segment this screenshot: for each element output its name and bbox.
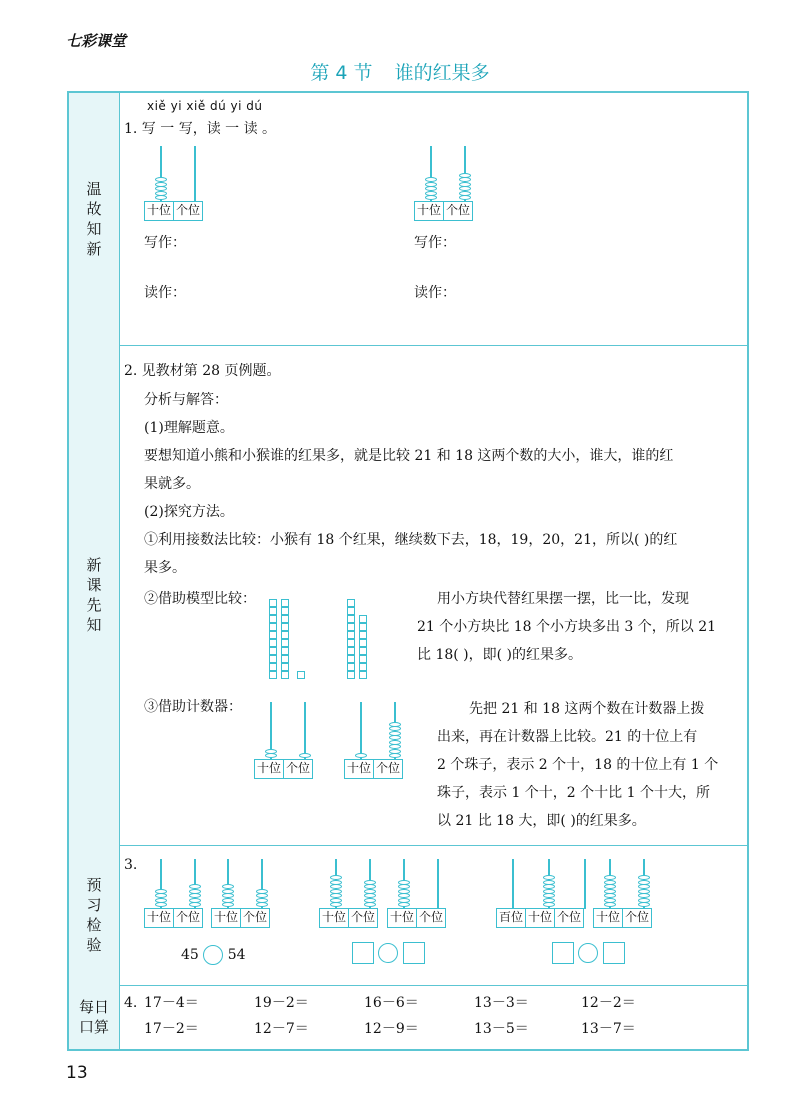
unit-cube xyxy=(297,671,305,679)
page-title xyxy=(0,58,800,85)
q2-method1b: 果多。 xyxy=(144,560,186,576)
brand-logo: 七彩课堂 xyxy=(66,32,127,50)
abacus-bead xyxy=(330,884,342,889)
abacus-bead xyxy=(330,902,342,907)
unit-cube xyxy=(281,639,289,647)
place-tens: 十位 xyxy=(596,910,621,924)
q2-method3-text5: 以 21 比 18 大，即( )的红果多。 xyxy=(437,813,646,829)
abacus-bead xyxy=(155,889,167,894)
unit-cube xyxy=(347,639,355,647)
abacus-bead xyxy=(638,898,650,903)
abacus-bead xyxy=(189,889,201,894)
abacus-bead xyxy=(543,884,555,889)
abacus-bead xyxy=(256,898,268,903)
abacus-q1-b xyxy=(414,146,486,221)
math-2-5: 13－7＝ xyxy=(581,1021,636,1037)
unit-cube xyxy=(269,631,277,639)
abacus-bead xyxy=(398,884,410,889)
unit-cube xyxy=(269,671,277,679)
abacus-bead xyxy=(459,182,471,187)
cubes-21 xyxy=(269,583,339,683)
math-1-1: 17－4＝ xyxy=(144,995,199,1011)
q2-method1a: ①利用接数法比较：小猴有 18 个红果，继续数下去，18，19，20，21，所以( )的红 xyxy=(144,532,678,548)
place-ones: 个位 xyxy=(416,909,445,927)
abacus-bead xyxy=(265,749,277,754)
block-model xyxy=(269,583,399,683)
place-tens: 十位 xyxy=(322,910,347,924)
math-1-2: 19－2＝ xyxy=(254,995,309,1011)
math-2-3: 12－9＝ xyxy=(364,1021,419,1037)
abacus-bead xyxy=(189,893,201,898)
abacus-bead xyxy=(389,740,401,745)
unit-cube xyxy=(281,631,289,639)
abacus-bead xyxy=(638,902,650,907)
unit-cube xyxy=(269,607,277,615)
unit-cube xyxy=(359,671,367,679)
unit-cube xyxy=(281,623,289,631)
math-2-2: 12－7＝ xyxy=(254,1021,309,1037)
abacus-bead xyxy=(543,902,555,907)
q2-method2-text1: 用小方块代替红果摆一摆，比一比，发现 xyxy=(437,591,689,607)
abacus-bead xyxy=(459,177,471,182)
q3-right-number: 54 xyxy=(227,947,246,963)
math-1-4: 13－3＝ xyxy=(474,995,529,1011)
abacus-bead xyxy=(459,191,471,196)
unit-cube xyxy=(347,599,355,607)
place-tens: 十位 xyxy=(147,203,172,217)
abacus-bead xyxy=(604,880,616,885)
unit-cube xyxy=(359,631,367,639)
abacus-bead xyxy=(543,875,555,880)
read-label-a: 读作： xyxy=(144,285,186,301)
abacus-bead xyxy=(222,898,234,903)
abacus-bead xyxy=(425,195,437,200)
math-1-3: 16－6＝ xyxy=(364,995,419,1011)
abacus-bead xyxy=(389,735,401,740)
abacus-bead xyxy=(330,898,342,903)
place-ones: 个位 xyxy=(554,909,583,927)
abacus-bead xyxy=(256,893,268,898)
abacus-bead xyxy=(459,195,471,200)
section-new-lesson xyxy=(69,345,747,846)
abacus-bead xyxy=(604,898,616,903)
unit-cube xyxy=(347,623,355,631)
abacus-bead xyxy=(364,884,376,889)
q1-pinyin: xiě yi xiě dú yi dú xyxy=(147,99,263,113)
abacus-bead xyxy=(265,753,277,758)
place-ones: 个位 xyxy=(283,760,312,778)
section-number: 第 4 节 xyxy=(310,62,373,84)
abacus-bead xyxy=(604,875,616,880)
abacus-bead xyxy=(638,875,650,880)
cubes-18 xyxy=(347,583,387,683)
q3-number: 3. xyxy=(124,857,138,873)
abacus-bead xyxy=(389,726,401,731)
unit-cube xyxy=(281,655,289,663)
section-review xyxy=(69,93,747,346)
section-label-new: 新课先知 xyxy=(86,556,102,634)
place-hundreds: 百位 xyxy=(499,910,524,924)
abacus-q3-6 xyxy=(593,859,665,934)
abacus-bead xyxy=(189,898,201,903)
abacus-bead xyxy=(189,884,201,889)
q2-step2: (2)探究方法。 xyxy=(144,504,234,520)
abacus-bead xyxy=(330,880,342,885)
abacus-bead xyxy=(543,880,555,885)
q2-analysis: 分析与解答： xyxy=(144,392,228,408)
unit-cube xyxy=(281,647,289,655)
unit-cube xyxy=(269,615,277,623)
unit-cube xyxy=(269,663,277,671)
abacus-q3-4 xyxy=(387,859,459,934)
unit-cube xyxy=(359,639,367,647)
unit-cube xyxy=(359,655,367,663)
unit-cube xyxy=(359,647,367,655)
compare-circle[interactable] xyxy=(578,943,598,963)
q3-compare-b xyxy=(352,942,425,964)
unit-cube xyxy=(269,599,277,607)
unit-cube xyxy=(359,623,367,631)
abacus-bead xyxy=(155,182,167,187)
q2-para1b: 果就多。 xyxy=(144,476,200,492)
unit-cube xyxy=(347,671,355,679)
abacus-bead xyxy=(638,889,650,894)
q3-compare-c xyxy=(552,942,625,964)
abacus-q3-3 xyxy=(319,859,391,934)
unit-cube xyxy=(281,599,289,607)
q2-method3-text3: 2 个珠子，表示 2 个十，18 的十位上有 1 个 xyxy=(437,757,719,773)
q2-method2-text3: 比 18( )，即( )的红果多。 xyxy=(417,647,583,663)
place-ones: 个位 xyxy=(173,202,202,220)
abacus-bead xyxy=(222,893,234,898)
abacus-q3-1 xyxy=(144,859,216,934)
answer-box[interactable] xyxy=(352,942,374,964)
abacus-bead xyxy=(389,753,401,758)
abacus-bead xyxy=(398,902,410,907)
section-label-review: 温故知新 xyxy=(86,180,102,258)
place-ones: 个位 xyxy=(373,760,402,778)
compare-circle[interactable] xyxy=(378,943,398,963)
abacus-q1-a xyxy=(144,146,216,221)
section-label-math: 每日口算 xyxy=(78,998,109,1036)
abacus-bead xyxy=(155,195,167,200)
abacus-bead xyxy=(330,889,342,894)
math-1-5: 12－2＝ xyxy=(581,995,636,1011)
q2-method3-text1: 先把 21 和 18 这两个数在计数器上拨 xyxy=(469,701,705,717)
abacus-bead xyxy=(389,731,401,736)
unit-cube xyxy=(359,663,367,671)
abacus-bead xyxy=(398,880,410,885)
q2-method2: ②借助模型比较： xyxy=(144,591,256,607)
abacus-bead xyxy=(459,173,471,178)
abacus-bead xyxy=(155,893,167,898)
unit-cube xyxy=(347,655,355,663)
unit-cube xyxy=(359,615,367,623)
abacus-bead xyxy=(398,893,410,898)
unit-cube xyxy=(347,663,355,671)
abacus-bead xyxy=(155,186,167,191)
worksheet-frame xyxy=(67,91,749,1051)
abacus-bead xyxy=(425,191,437,196)
abacus-bead xyxy=(364,893,376,898)
place-tens: 十位 xyxy=(147,910,172,924)
abacus-bead xyxy=(604,893,616,898)
unit-cube xyxy=(347,647,355,655)
unit-cube xyxy=(347,615,355,623)
place-tens: 十位 xyxy=(525,909,554,927)
abacus-bead xyxy=(543,889,555,894)
abacus-bead xyxy=(638,893,650,898)
abacus-q3-2 xyxy=(211,859,283,934)
q3-left-number: 45 xyxy=(181,947,199,963)
q2-title: 2. 见教材第 28 页例题。 xyxy=(124,363,281,379)
write-label-a: 写作： xyxy=(144,235,186,251)
abacus-bead xyxy=(543,893,555,898)
abacus-bead xyxy=(189,902,201,907)
q2-method3-text4: 珠子，表示 1 个十，2 个十比 1 个十大，所 xyxy=(437,785,710,801)
abacus-bead xyxy=(299,753,311,758)
place-tens: 十位 xyxy=(214,910,239,924)
abacus-bead xyxy=(222,902,234,907)
abacus-bead xyxy=(222,889,234,894)
q2-method2-text2: 21 个小方块比 18 个小方块多出 3 个，所以 21 xyxy=(417,619,717,635)
abacus-21 xyxy=(254,702,326,782)
q2-method3: ③借助计数器： xyxy=(144,699,242,715)
abacus-bead xyxy=(604,884,616,889)
abacus-bead xyxy=(222,884,234,889)
unit-cube xyxy=(269,647,277,655)
q2-method3-text2: 出来，再在计数器上比较。21 的十位上有 xyxy=(437,729,698,745)
q4-number: 4. xyxy=(124,995,138,1011)
unit-cube xyxy=(281,671,289,679)
abacus-bead xyxy=(155,177,167,182)
abacus-bead xyxy=(638,880,650,885)
abacus-bead xyxy=(364,898,376,903)
section-label-preview: 预习检验 xyxy=(86,876,102,954)
read-label-b: 读作： xyxy=(414,285,456,301)
answer-box[interactable] xyxy=(552,942,574,964)
abacus-bead xyxy=(355,753,367,758)
unit-cube xyxy=(347,631,355,639)
abacus-bead xyxy=(256,902,268,907)
unit-cube xyxy=(281,607,289,615)
abacus-bead xyxy=(155,902,167,907)
place-ones: 个位 xyxy=(240,909,269,927)
section-preview-check xyxy=(69,845,747,986)
abacus-bead xyxy=(155,898,167,903)
write-label-b: 写作： xyxy=(414,235,456,251)
place-tens: 十位 xyxy=(417,203,442,217)
place-ones: 个位 xyxy=(173,909,202,927)
abacus-bead xyxy=(364,902,376,907)
abacus-bead xyxy=(398,889,410,894)
place-ones: 个位 xyxy=(622,909,651,927)
abacus-bead xyxy=(543,898,555,903)
unit-cube xyxy=(281,615,289,623)
abacus-bead xyxy=(364,880,376,885)
abacus-bead xyxy=(330,893,342,898)
unit-cube xyxy=(281,663,289,671)
abacus-bead xyxy=(425,177,437,182)
section-mental-math xyxy=(69,985,747,1049)
abacus-bead xyxy=(389,722,401,727)
compare-circle[interactable] xyxy=(203,945,223,965)
q1-title: 1. 写 一 写，读 一 读 。 xyxy=(124,121,277,137)
abacus-bead xyxy=(425,182,437,187)
place-tens: 十位 xyxy=(257,761,282,775)
unit-cube xyxy=(269,623,277,631)
abacus-bead xyxy=(604,889,616,894)
q2-step1: (1)理解题意。 xyxy=(144,420,234,436)
abacus-bead xyxy=(389,749,401,754)
abacus-bead xyxy=(330,875,342,880)
abacus-bead xyxy=(389,744,401,749)
abacus-bead xyxy=(364,889,376,894)
answer-box[interactable] xyxy=(603,942,625,964)
place-ones: 个位 xyxy=(443,202,472,220)
abacus-bead xyxy=(155,191,167,196)
abacus-18 xyxy=(344,702,416,782)
place-tens: 十位 xyxy=(347,761,372,775)
abacus-bead xyxy=(425,186,437,191)
section-title: 谁的红果多 xyxy=(394,62,490,84)
q3-compare-a xyxy=(181,945,246,965)
unit-cube xyxy=(269,639,277,647)
abacus-bead xyxy=(459,186,471,191)
page-number: 13 xyxy=(66,1063,88,1083)
abacus-q3-5 xyxy=(496,859,606,934)
abacus-bead xyxy=(256,889,268,894)
place-ones: 个位 xyxy=(348,909,377,927)
abacus-bead xyxy=(638,884,650,889)
answer-box[interactable] xyxy=(403,942,425,964)
q2-para1a: 要想知道小熊和小猴谁的红果多，就是比较 21 和 18 这两个数的大小，谁大，谁的红 xyxy=(144,448,674,464)
math-2-4: 13－5＝ xyxy=(474,1021,529,1037)
unit-cube xyxy=(347,607,355,615)
abacus-bead xyxy=(398,898,410,903)
abacus-bead xyxy=(604,902,616,907)
unit-cube xyxy=(269,655,277,663)
place-tens: 十位 xyxy=(390,910,415,924)
math-2-1: 17－2＝ xyxy=(144,1021,199,1037)
